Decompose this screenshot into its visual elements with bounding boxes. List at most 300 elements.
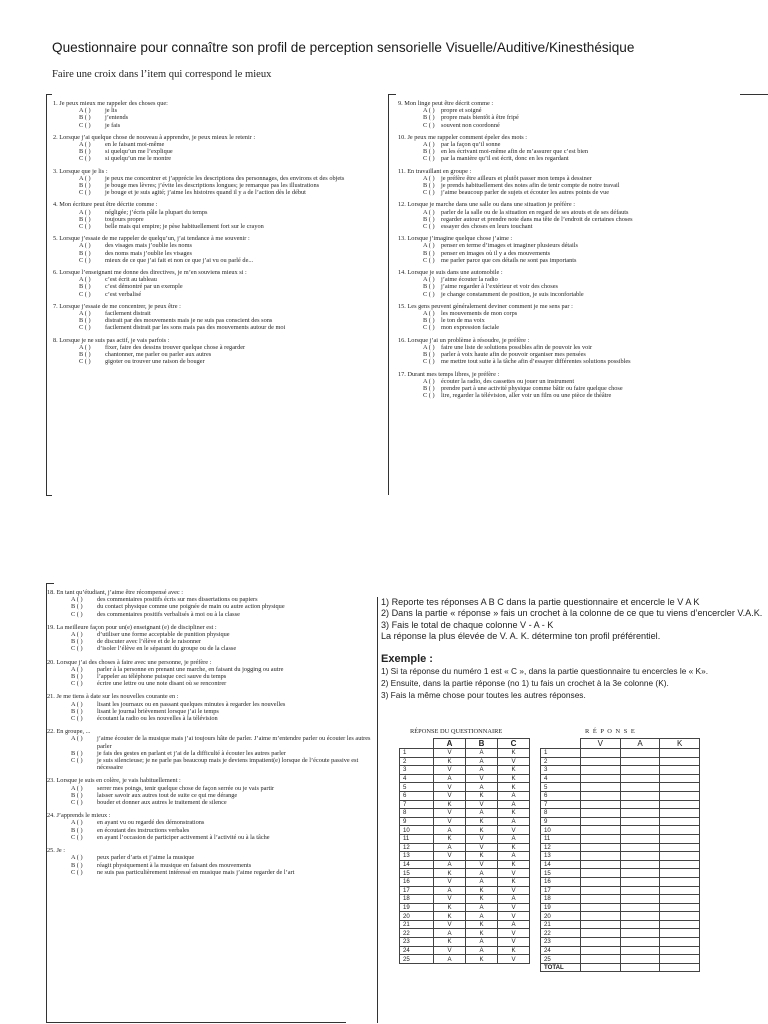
question <box>47 303 387 332</box>
answer-cell: K <box>498 749 530 758</box>
answer-option[interactable] <box>47 827 377 834</box>
checkmark-cell[interactable] <box>581 955 621 964</box>
option-checkbox[interactable]: A ( ) <box>71 631 83 639</box>
answer-option[interactable] <box>389 216 768 223</box>
checkmark-cell[interactable] <box>581 809 621 818</box>
checkmark-cell[interactable] <box>620 834 660 843</box>
table-row <box>541 774 700 783</box>
instruction-line: La réponse la plus élevée de V. A. K. détermine ton profil préférentiel. <box>381 631 661 642</box>
checkmark-cell[interactable] <box>581 843 621 852</box>
option-checkbox[interactable]: A ( ) <box>423 107 435 115</box>
option-checkbox[interactable]: A ( ) <box>71 819 83 827</box>
table-row <box>541 869 700 878</box>
option-checkbox[interactable]: A ( ) <box>79 174 91 182</box>
option-checkbox[interactable]: B ( ) <box>79 182 91 190</box>
row-number: 14 <box>541 860 581 869</box>
checkmark-cell[interactable] <box>620 757 660 766</box>
answer-option[interactable] <box>47 596 377 603</box>
answer-option[interactable] <box>47 834 377 841</box>
row-number: 6 <box>400 791 434 800</box>
answer-option[interactable] <box>47 735 377 749</box>
checkmark-cell[interactable] <box>581 912 621 921</box>
row-number: 13 <box>541 852 581 861</box>
option-checkbox[interactable]: B ( ) <box>71 826 83 834</box>
checkmark-cell[interactable] <box>620 826 660 835</box>
option-checkbox[interactable]: B ( ) <box>79 114 91 122</box>
checkmark-cell[interactable] <box>581 886 621 895</box>
option-checkbox[interactable]: B ( ) <box>71 707 83 715</box>
answer-option[interactable] <box>47 324 387 331</box>
answer-option[interactable] <box>389 317 768 324</box>
option-checkbox[interactable]: A ( ) <box>79 107 91 115</box>
option-checkbox[interactable]: B ( ) <box>79 283 91 291</box>
answer-option[interactable] <box>389 385 768 392</box>
checkmark-cell[interactable] <box>660 749 700 758</box>
question-text: 7. Lorsque j’essaie de me concentrer, je peux être : <box>53 302 181 310</box>
total-cell[interactable] <box>581 963 621 972</box>
option-checkbox[interactable]: C ( ) <box>423 324 435 332</box>
option-checkbox[interactable]: A ( ) <box>71 854 83 862</box>
option-checkbox[interactable]: B ( ) <box>79 317 91 325</box>
checkmark-cell[interactable] <box>660 912 700 921</box>
checkmark-cell[interactable] <box>581 783 621 792</box>
answer-cell: V <box>466 800 498 809</box>
option-text: penser en terme d’images et imaginer plusieurs détails <box>441 242 578 250</box>
table-row <box>541 895 700 904</box>
option-checkbox[interactable]: B ( ) <box>71 603 83 611</box>
answer-option[interactable] <box>47 242 387 249</box>
answer-option[interactable] <box>47 250 387 257</box>
option-text: chantonner, me parler ou parler aux autres <box>105 351 212 359</box>
answer-option[interactable] <box>47 351 387 358</box>
answer-option[interactable] <box>47 223 387 230</box>
option-checkbox[interactable]: B ( ) <box>423 317 435 325</box>
option-checkbox[interactable]: C ( ) <box>79 223 91 231</box>
answer-cell: A <box>498 834 530 843</box>
answer-option[interactable] <box>389 250 768 257</box>
option-checkbox[interactable]: B ( ) <box>423 215 435 223</box>
answer-option[interactable] <box>389 141 768 148</box>
answer-option[interactable] <box>47 645 377 652</box>
answer-option[interactable] <box>47 750 377 757</box>
answer-option[interactable] <box>47 819 377 826</box>
option-text: par la façon qu’il sonne <box>441 141 501 149</box>
checkmark-cell[interactable] <box>581 852 621 861</box>
answer-option[interactable] <box>389 378 768 385</box>
option-checkbox[interactable]: A ( ) <box>423 377 435 385</box>
option-checkbox[interactable]: C ( ) <box>79 189 91 197</box>
option-checkbox[interactable]: B ( ) <box>71 791 83 799</box>
checkmark-cell[interactable] <box>660 955 700 964</box>
option-text: je prends habituellement des notes afin de tenir compte de notre travail <box>441 182 620 190</box>
answer-option[interactable] <box>47 611 377 618</box>
checkmark-cell[interactable] <box>620 886 660 895</box>
checkmark-cell[interactable] <box>660 860 700 869</box>
table-row <box>541 860 700 869</box>
total-cell[interactable] <box>620 963 660 972</box>
answer-option[interactable] <box>389 358 768 365</box>
checkmark-cell[interactable] <box>660 826 700 835</box>
checkmark-cell[interactable] <box>620 749 660 758</box>
row-number: 20 <box>541 912 581 921</box>
answer-option[interactable] <box>47 276 387 283</box>
option-checkbox[interactable]: C ( ) <box>423 155 435 163</box>
option-text: prendre part à une activité physique comme bâtir ou faire quelque chose <box>441 384 623 392</box>
answer-cell: A <box>498 852 530 861</box>
option-checkbox[interactable]: B ( ) <box>423 283 435 291</box>
option-checkbox[interactable]: C ( ) <box>71 680 83 688</box>
checkmark-cell[interactable] <box>620 895 660 904</box>
checkmark-cell[interactable] <box>620 783 660 792</box>
option-checkbox[interactable]: C ( ) <box>71 868 83 876</box>
answer-cell: K <box>434 800 466 809</box>
answer-option[interactable] <box>47 631 377 638</box>
answer-option[interactable] <box>47 209 387 216</box>
option-checkbox[interactable]: A ( ) <box>79 141 91 149</box>
row-number: 16 <box>400 877 434 886</box>
option-checkbox[interactable]: A ( ) <box>71 700 83 708</box>
option-checkbox[interactable]: A ( ) <box>71 665 83 673</box>
answer-option[interactable] <box>47 666 377 673</box>
answer-option[interactable] <box>47 603 377 610</box>
answer-option[interactable] <box>47 344 387 351</box>
option-text: distrait par des mouvements mais je ne suis pas conscient des sons <box>105 317 273 325</box>
answer-option[interactable] <box>47 310 387 317</box>
answer-option[interactable] <box>47 175 387 182</box>
row-number: 5 <box>400 783 434 792</box>
option-checkbox[interactable]: C ( ) <box>71 833 83 841</box>
option-checkbox[interactable]: B ( ) <box>71 861 83 869</box>
table-row <box>400 946 530 955</box>
row-number: 18 <box>541 895 581 904</box>
answer-option[interactable] <box>389 242 768 249</box>
option-checkbox[interactable]: C ( ) <box>79 290 91 298</box>
table-row <box>400 817 530 826</box>
option-checkbox[interactable]: C ( ) <box>423 189 435 197</box>
option-checkbox[interactable]: B ( ) <box>423 384 435 392</box>
row-number: 4 <box>400 774 434 783</box>
answer-option[interactable] <box>389 257 768 264</box>
answer-option[interactable] <box>389 344 768 351</box>
option-checkbox[interactable]: C ( ) <box>79 121 91 129</box>
checkmark-cell[interactable] <box>660 903 700 912</box>
question <box>47 337 387 366</box>
answer-option[interactable] <box>47 715 377 722</box>
option-text: je fais <box>105 121 121 129</box>
option-checkbox[interactable]: B ( ) <box>423 182 435 190</box>
answer-option[interactable] <box>389 283 768 290</box>
option-checkbox[interactable]: A ( ) <box>71 784 83 792</box>
option-text: c’est démontré par un exemple <box>105 283 183 291</box>
checkmark-cell[interactable] <box>581 946 621 955</box>
option-checkbox[interactable]: A ( ) <box>423 343 435 351</box>
checkmark-cell[interactable] <box>620 869 660 878</box>
option-checkbox[interactable]: A ( ) <box>423 242 435 250</box>
option-text: si quelqu’un me l’explique <box>105 148 173 156</box>
checkmark-cell[interactable] <box>581 920 621 929</box>
checkmark-cell[interactable] <box>620 877 660 886</box>
option-checkbox[interactable]: A ( ) <box>423 310 435 318</box>
checkmark-cell[interactable] <box>660 946 700 955</box>
option-checkbox[interactable]: A ( ) <box>79 242 91 250</box>
checkmark-cell[interactable] <box>660 817 700 826</box>
option-checkbox[interactable]: B ( ) <box>423 351 435 359</box>
checkmark-cell[interactable] <box>620 817 660 826</box>
answer-option[interactable] <box>47 785 377 792</box>
answer-cell: V <box>434 766 466 775</box>
option-checkbox[interactable]: C ( ) <box>423 121 435 129</box>
row-number: 5 <box>541 783 581 792</box>
checkmark-cell[interactable] <box>660 766 700 775</box>
option-checkbox[interactable]: C ( ) <box>71 715 83 723</box>
page-title: Questionnaire pour connaître son profil de perception sensorielle Visuelle/Auditive/Kinesthésique <box>52 40 635 55</box>
checkmark-cell[interactable] <box>581 826 621 835</box>
checkmark-cell[interactable] <box>660 852 700 861</box>
option-checkbox[interactable]: C ( ) <box>79 256 91 264</box>
checkmark-cell[interactable] <box>620 912 660 921</box>
checkmark-cell[interactable] <box>620 774 660 783</box>
answer-option[interactable] <box>389 276 768 283</box>
answer-option[interactable] <box>47 673 377 680</box>
answer-option[interactable] <box>47 291 387 298</box>
answer-option[interactable] <box>47 757 377 771</box>
answer-option[interactable] <box>389 291 768 298</box>
answer-option[interactable] <box>47 862 377 869</box>
option-checkbox[interactable]: A ( ) <box>79 310 91 318</box>
questions-column-1 <box>46 95 387 495</box>
checkmark-cell[interactable] <box>620 791 660 800</box>
answer-option[interactable] <box>389 324 768 331</box>
row-number: 15 <box>400 869 434 878</box>
checkmark-cell[interactable] <box>581 766 621 775</box>
option-checkbox[interactable]: C ( ) <box>423 358 435 366</box>
option-checkbox[interactable]: B ( ) <box>423 249 435 257</box>
option-text: penser en images où il y a des mouvements <box>441 249 551 257</box>
option-checkbox[interactable]: B ( ) <box>71 673 83 681</box>
option-checkbox[interactable]: C ( ) <box>79 324 91 332</box>
answer-cell: K <box>434 869 466 878</box>
answer-cell: K <box>434 834 466 843</box>
checkmark-cell[interactable] <box>581 757 621 766</box>
question-text: 5. Lorsque j’essaie de me rappeler de quelqu’un, j’ai tendance à me souvenir : <box>53 235 250 243</box>
checkmark-cell[interactable] <box>620 766 660 775</box>
option-checkbox[interactable]: A ( ) <box>423 141 435 149</box>
checkmark-cell[interactable] <box>620 955 660 964</box>
option-checkbox[interactable]: A ( ) <box>71 596 83 604</box>
answer-option[interactable] <box>47 638 377 645</box>
question <box>389 303 768 332</box>
checkmark-cell[interactable] <box>581 903 621 912</box>
answer-option[interactable] <box>389 392 768 399</box>
answer-cell: A <box>466 757 498 766</box>
checkmark-cell[interactable] <box>581 869 621 878</box>
checkmark-cell[interactable] <box>660 895 700 904</box>
instruction-line: 1) Reporte tes réponses A B C dans la partie questionnaire et encercle le V A K <box>381 597 700 607</box>
answer-option[interactable] <box>389 148 768 155</box>
answer-cell: A <box>498 895 530 904</box>
answer-option[interactable] <box>389 351 768 358</box>
answer-option[interactable] <box>47 799 377 806</box>
option-checkbox[interactable]: A ( ) <box>423 276 435 284</box>
column-header: K <box>660 739 700 749</box>
answer-option[interactable] <box>389 107 768 114</box>
option-checkbox[interactable]: B ( ) <box>71 749 83 757</box>
answer-option[interactable] <box>389 114 768 121</box>
questionnaire-answer-table <box>399 738 530 964</box>
checkmark-cell[interactable] <box>660 929 700 938</box>
table-row <box>541 903 700 912</box>
checkmark-cell[interactable] <box>660 757 700 766</box>
row-number: 22 <box>541 929 581 938</box>
answer-cell: K <box>434 912 466 921</box>
checkmark-cell[interactable] <box>660 869 700 878</box>
question <box>47 624 377 653</box>
row-number: 23 <box>400 938 434 947</box>
question <box>47 100 387 129</box>
option-checkbox[interactable]: A ( ) <box>79 276 91 284</box>
checkmark-cell[interactable] <box>620 852 660 861</box>
option-checkbox[interactable]: C ( ) <box>71 799 83 807</box>
answer-option[interactable] <box>389 122 768 129</box>
checkmark-cell[interactable] <box>620 800 660 809</box>
checkmark-cell[interactable] <box>660 920 700 929</box>
checkmark-cell[interactable] <box>660 843 700 852</box>
table-row <box>541 834 700 843</box>
option-checkbox[interactable]: C ( ) <box>71 645 83 653</box>
answer-cell: A <box>434 929 466 938</box>
option-checkbox[interactable]: C ( ) <box>423 256 435 264</box>
option-checkbox[interactable]: A ( ) <box>423 208 435 216</box>
answer-option[interactable] <box>47 680 377 687</box>
checkmark-cell[interactable] <box>581 860 621 869</box>
checkmark-cell[interactable] <box>581 817 621 826</box>
option-checkbox[interactable]: B ( ) <box>79 351 91 359</box>
option-checkbox[interactable]: A ( ) <box>423 174 435 182</box>
answer-option[interactable] <box>47 854 377 861</box>
option-checkbox[interactable]: B ( ) <box>423 148 435 156</box>
checkmark-cell[interactable] <box>660 877 700 886</box>
answer-option[interactable] <box>47 107 387 114</box>
checkmark-cell[interactable] <box>581 774 621 783</box>
answer-cell: V <box>434 946 466 955</box>
checkmark-cell[interactable] <box>620 903 660 912</box>
option-checkbox[interactable]: B ( ) <box>79 148 91 156</box>
checkmark-cell[interactable] <box>620 809 660 818</box>
total-cell[interactable] <box>660 963 700 972</box>
table-row <box>541 877 700 886</box>
checkmark-cell[interactable] <box>660 783 700 792</box>
question <box>389 235 768 264</box>
checkmark-cell[interactable] <box>660 809 700 818</box>
answer-option[interactable] <box>389 189 768 196</box>
checkmark-cell[interactable] <box>620 860 660 869</box>
column-header: A <box>620 739 660 749</box>
checkmark-cell[interactable] <box>660 800 700 809</box>
answer-option[interactable] <box>47 708 377 715</box>
option-checkbox[interactable]: C ( ) <box>71 610 83 618</box>
option-checkbox[interactable]: B ( ) <box>71 638 83 646</box>
checkmark-cell[interactable] <box>660 886 700 895</box>
total-row <box>541 963 700 972</box>
answer-option[interactable] <box>47 869 377 876</box>
option-checkbox[interactable]: B ( ) <box>79 215 91 223</box>
answer-option[interactable] <box>47 792 377 799</box>
answer-option[interactable] <box>389 310 768 317</box>
checkmark-cell[interactable] <box>581 791 621 800</box>
answer-option[interactable] <box>389 182 768 189</box>
checkmark-cell[interactable] <box>620 946 660 955</box>
answer-option[interactable] <box>389 223 768 230</box>
checkmark-cell[interactable] <box>660 774 700 783</box>
option-text: bouder et donner aux autres le traitement de silence <box>97 799 227 807</box>
checkmark-cell[interactable] <box>581 800 621 809</box>
question-text: 14. Lorsque je suis dans une automobile : <box>398 269 503 277</box>
checkmark-cell[interactable] <box>660 791 700 800</box>
option-checkbox[interactable]: C ( ) <box>423 290 435 298</box>
checkmark-cell[interactable] <box>581 749 621 758</box>
option-text: essayer des choses en leurs touchant <box>441 223 533 231</box>
answer-option[interactable] <box>47 141 387 148</box>
table-row <box>541 791 700 800</box>
answer-option[interactable] <box>47 155 387 162</box>
answer-option[interactable] <box>47 122 387 129</box>
answer-option[interactable] <box>389 155 768 162</box>
question-text: 9. Mon linge peut être décrit comme : <box>398 100 494 107</box>
option-text: négligée; j’écris pâle la plupart du temps <box>105 208 208 216</box>
option-checkbox[interactable]: A ( ) <box>79 208 91 216</box>
answer-option[interactable] <box>47 216 387 223</box>
checkmark-cell[interactable] <box>620 929 660 938</box>
answer-option[interactable] <box>47 189 387 196</box>
answer-option[interactable] <box>47 114 387 121</box>
option-checkbox[interactable]: B ( ) <box>79 249 91 257</box>
option-checkbox[interactable]: C ( ) <box>79 358 91 366</box>
answer-option[interactable] <box>47 317 387 324</box>
answer-option[interactable] <box>389 209 768 216</box>
question <box>47 728 377 771</box>
answer-option[interactable] <box>47 182 387 189</box>
checkmark-cell[interactable] <box>581 877 621 886</box>
answer-option[interactable] <box>47 257 387 264</box>
option-checkbox[interactable]: C ( ) <box>423 392 435 400</box>
option-checkbox[interactable]: B ( ) <box>423 114 435 122</box>
question <box>47 847 377 876</box>
answer-option[interactable] <box>389 175 768 182</box>
checkmark-cell[interactable] <box>660 834 700 843</box>
answer-cell: V <box>498 955 530 964</box>
option-checkbox[interactable]: C ( ) <box>79 155 91 163</box>
answer-option[interactable] <box>47 148 387 155</box>
answer-option[interactable] <box>47 701 377 708</box>
option-checkbox[interactable]: C ( ) <box>71 757 83 765</box>
checkmark-cell[interactable] <box>581 938 621 947</box>
answer-option[interactable] <box>47 358 387 365</box>
row-number: 21 <box>541 920 581 929</box>
checkmark-cell[interactable] <box>660 938 700 947</box>
checkmark-cell[interactable] <box>581 929 621 938</box>
option-checkbox[interactable]: A ( ) <box>71 735 83 743</box>
table-row <box>541 946 700 955</box>
checkmark-cell[interactable] <box>581 895 621 904</box>
option-text: j’aime regarder à l’extérieur et voir des choses <box>441 283 558 291</box>
option-checkbox[interactable]: C ( ) <box>423 223 435 231</box>
checkmark-cell[interactable] <box>581 834 621 843</box>
option-checkbox[interactable]: A ( ) <box>79 343 91 351</box>
checkmark-cell[interactable] <box>620 920 660 929</box>
checkmark-cell[interactable] <box>620 843 660 852</box>
answer-option[interactable] <box>47 283 387 290</box>
checkmark-cell[interactable] <box>620 938 660 947</box>
